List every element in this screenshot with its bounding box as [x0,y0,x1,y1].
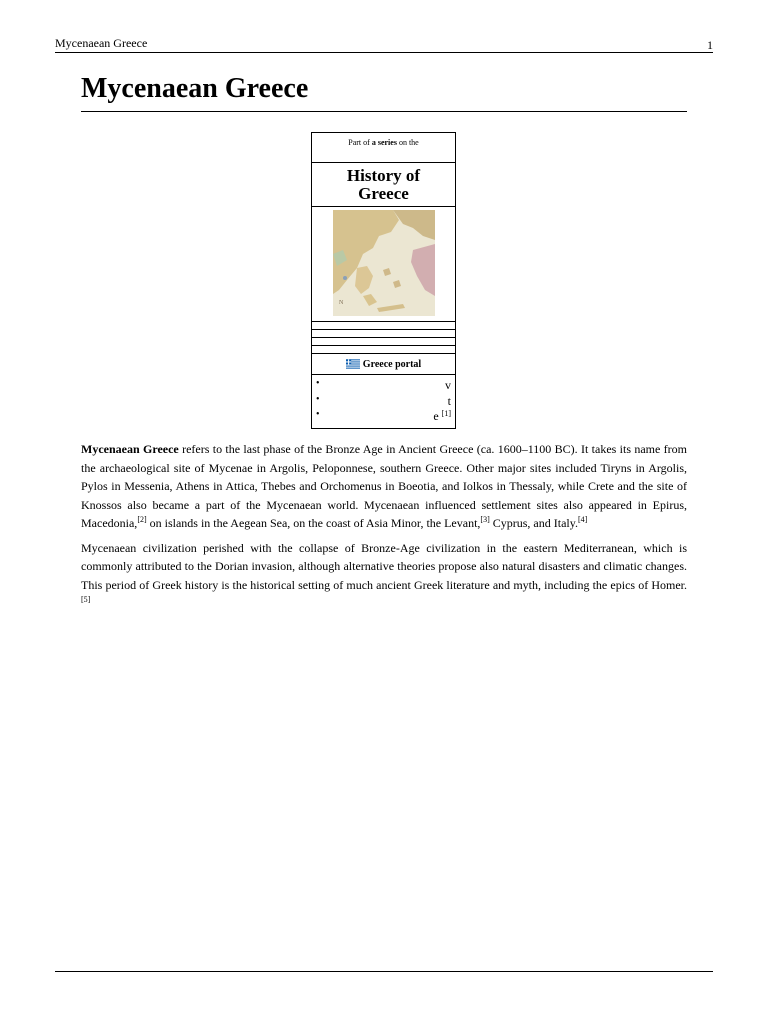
nav-item-edit [314,409,451,425]
nav-link-e[interactable]: e [433,409,439,423]
list-bullet: • [316,409,320,420]
svg-text:N: N [339,300,344,306]
nav-item-talk [314,394,451,410]
list-bullet: • [316,378,320,389]
lead-term: Mycenaean Greece [81,442,179,456]
nav-link-t[interactable]: t [447,394,451,408]
page-title: Mycenaean Greece [81,71,687,112]
infobox-above [312,133,455,163]
list-bullet: • [316,394,320,405]
footnote-ref[interactable]: [4] [577,515,588,524]
infobox-title[interactable] [312,163,455,207]
infobox-empty-row [312,330,455,338]
infobox-nav-list [312,375,455,427]
footnote-ref[interactable]: [3] [480,515,490,524]
infobox-title-line1: History of [346,166,421,185]
nav-link-v[interactable]: v [445,378,451,392]
running-head-title: Mycenaean Greece [55,36,148,50]
series-link[interactable]: a series [371,138,397,147]
greece-flag-icon [346,359,360,369]
paragraph-text: on islands in the Aegean Sea, on the coast of Asia Minor, the Levant, [146,516,481,530]
page-number: 1 [707,38,713,52]
nav-item-view [314,378,451,394]
series-infobox [311,132,456,429]
greece-portal-label: Greece portal [362,358,422,370]
greece-map-image[interactable] [333,210,435,316]
footer-rule [55,971,713,972]
greece-portal-link[interactable] [312,354,455,375]
paragraph-text: Cyprus, and Italy. [489,516,578,530]
footnote-ref[interactable]: [2] [137,515,147,524]
running-head [55,36,713,53]
paragraph-text: Mycenaean civilization perished with the collapse of Bronze-Age civilization in the eastern Mediterranean, which is commonly attributed to the Dorian invasion, although alternative theories propose also natural disasters and climatic changes. This period of Greek history is the historical setting of much ancient Greek literature and myth, including the epics of Homer. [81,540,687,592]
article-body [81,440,687,619]
nav-item-edit-wrapper [433,409,451,424]
footnote-ref[interactable]: [1] [441,409,451,418]
infobox-above-suffix: on the [396,138,419,147]
infobox-title-line2: Greece [358,184,409,203]
infobox-empty-row [312,338,455,346]
infobox-empty-row [312,322,455,330]
infobox-above-prefix: Part of [348,138,372,147]
paragraph-text: refers to the last phase of the Bronze Age in Ancient Greece (ca. 1600–1100 BC). It takes its name from the archaeological site of Mycenae in Argolis, Peloponnese, southern Greece. Other major sites included Tiryns in Argolis, Pylos in Messenia, Athens in Attica, Thebes and Orchomenus in Boeotia, and Iolkos in Thessaly, while Crete and the site of Knossos also became a part of the Mycenaean world. Mycenaean influenced settlement sites also appeared in Epirus, Macedonia, [81,442,687,530]
paragraph [81,440,687,533]
paragraph [81,539,687,613]
infobox-image-cell [312,207,455,322]
infobox-empty-row [312,346,455,354]
footnote-ref[interactable]: [5] [81,595,91,604]
